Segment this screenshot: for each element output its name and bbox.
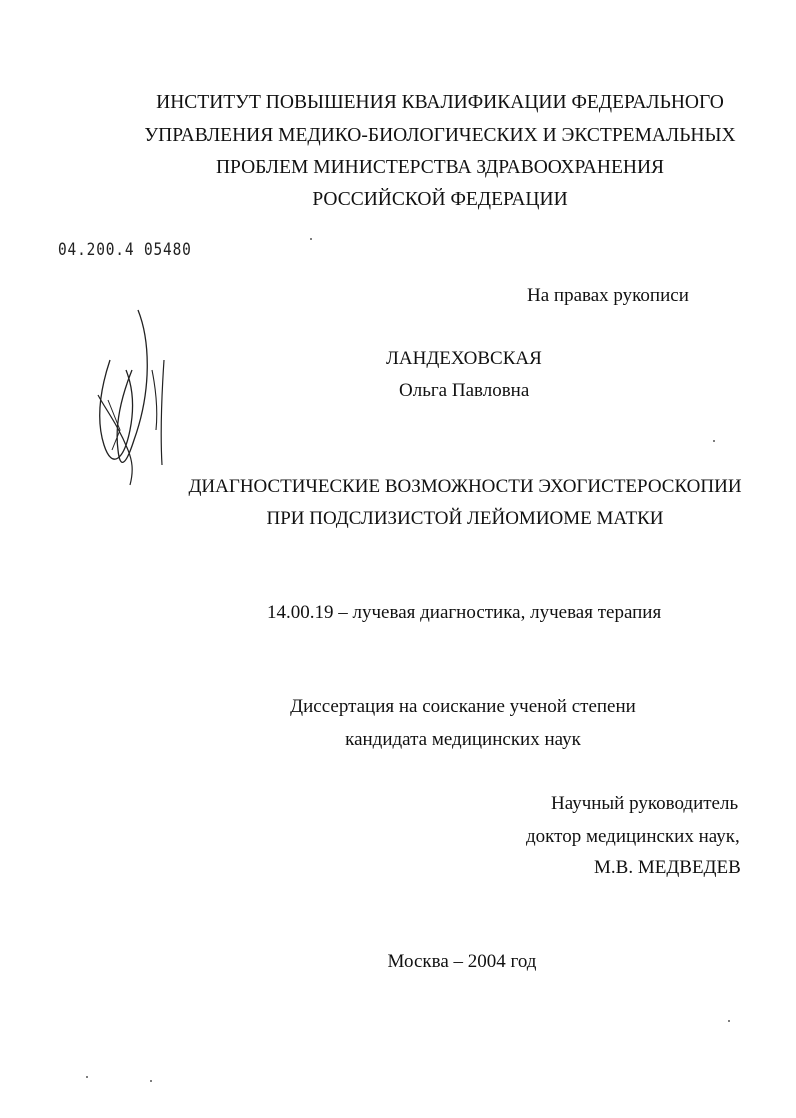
scan-speck (150, 1080, 152, 1082)
thesis-title-line-1: ДИАГНОСТИЧЕСКИЕ ВОЗМОЖНОСТИ ЭХОГИСТЕРОСКОПИИ (188, 476, 742, 497)
signature (90, 300, 180, 500)
author-surname: ЛАНДЕХОВСКАЯ (386, 348, 542, 369)
rights-note: На правах рукописи (527, 285, 689, 306)
scan-speck (713, 440, 715, 442)
scan-speck (310, 238, 312, 240)
institute-line-4: РОССИЙСКОЙ ФЕДЕРАЦИИ (312, 189, 568, 210)
supervisor-role: Научный руководитель (551, 793, 739, 814)
institute-line-2: УПРАВЛЕНИЯ МЕДИКО-БИОЛОГИЧЕСКИХ И ЭКСТРЕМАЛЬНЫХ (144, 125, 736, 146)
institute-line-1: ИНСТИТУТ ПОВЫШЕНИЯ КВАЛИФИКАЦИИ ФЕДЕРАЛЬНОГО (156, 92, 724, 113)
place-year: Москва – 2004 год (387, 951, 537, 972)
degree-line-2: кандидата медицинских наук (345, 729, 581, 750)
scan-speck (728, 1020, 730, 1022)
scan-speck (86, 1076, 88, 1078)
registration-number: 04.200.4 05480 (58, 240, 192, 260)
supervisor-degree: доктор медицинских наук, (526, 826, 740, 847)
author-given-names: Ольга Павловна (399, 380, 530, 401)
specialty-code: 14.00.19 – лучевая диагностика, лучевая терапия (267, 602, 662, 623)
supervisor-name: М.В. МЕДВЕДЕВ (594, 857, 741, 878)
degree-line-1: Диссертация на соискание ученой степени (290, 696, 636, 717)
institute-line-3: ПРОБЛЕМ МИНИСТЕРСТВА ЗДРАВООХРАНЕНИЯ (215, 157, 665, 178)
thesis-title-line-2: ПРИ ПОДСЛИЗИСТОЙ ЛЕЙОМИОМЕ МАТКИ (266, 508, 664, 529)
